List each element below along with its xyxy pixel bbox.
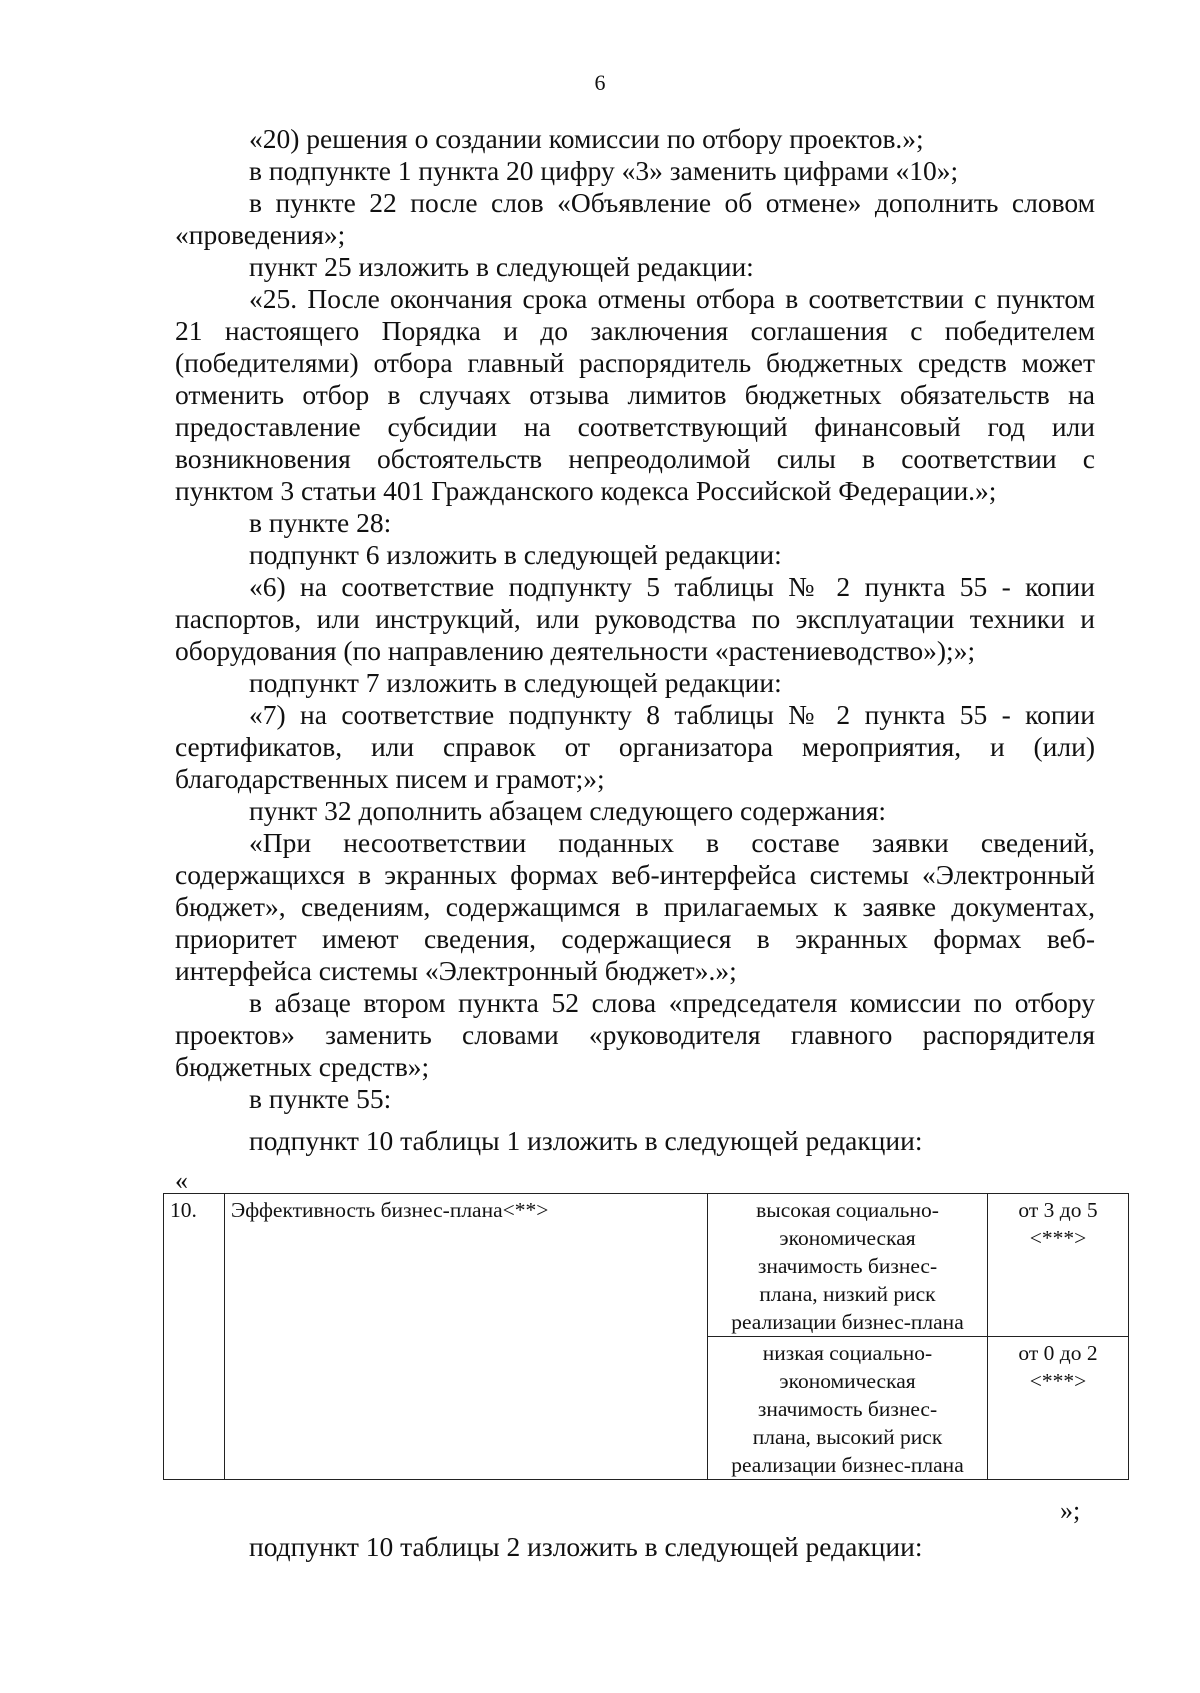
option-score-line: от 0 до 2 bbox=[1018, 1341, 1098, 1365]
text-line: содержащихся в экранных формах веб-интерфейса системы «Электронный bbox=[175, 859, 1095, 890]
text-line: «25. После окончания срока отмены отбора в соответствии с пунктом bbox=[249, 283, 1095, 314]
criterion-cell: Эффективность бизнес-плана<**> bbox=[225, 1194, 708, 1480]
text-line: оборудования (по направлению деятельности «растениеводство»);»; bbox=[175, 635, 976, 666]
option-score-line: <***> bbox=[1029, 1226, 1087, 1250]
text-line: благодарственных писем и грамот;»; bbox=[175, 763, 605, 794]
text-line: «6) на соответствие подпункту 5 таблицы № 2 пункта 55 - копии bbox=[249, 571, 1095, 602]
option-description-line: экономическая bbox=[779, 1226, 916, 1250]
option-score-cell bbox=[988, 1337, 1129, 1480]
text-line: интерфейса системы «Электронный бюджет».»; bbox=[175, 955, 737, 986]
table-close-quote: »; bbox=[1060, 1496, 1081, 1525]
text-line: пунктом 3 статьи 401 Гражданского кодекса Российской Федерации.»; bbox=[175, 475, 997, 506]
option-description-line: значимость бизнес- bbox=[757, 1397, 938, 1421]
text-line: предоставление субсидии на соответствующий финансовый год или bbox=[175, 411, 1095, 442]
text-line: подпункт 6 изложить в следующей редакции: bbox=[249, 539, 782, 570]
option-description-line: реализации бизнес-плана bbox=[731, 1453, 964, 1477]
text-line: подпункт 10 таблицы 1 изложить в следующей редакции: bbox=[249, 1125, 923, 1156]
table-open-quote: « bbox=[175, 1166, 188, 1195]
option-score-line: <***> bbox=[1029, 1369, 1087, 1393]
text-line: в пункте 55: bbox=[249, 1083, 392, 1114]
text-line: «При несоответствии поданных в составе заявки сведений, bbox=[249, 827, 1095, 858]
text-line: «7) на соответствие подпункту 8 таблицы № 2 пункта 55 - копии bbox=[249, 699, 1095, 730]
text-line: (победителями) отбора главный распорядитель бюджетных средств может bbox=[175, 347, 1095, 378]
text-line: приоритет имеют сведения, содержащиеся в экранных формах веб- bbox=[175, 923, 1095, 954]
text-line: паспортов, или инструкций, или руководства по эксплуатации техники и bbox=[175, 603, 1095, 634]
text-line: пункт 25 изложить в следующей редакции: bbox=[249, 251, 754, 282]
criteria-table bbox=[163, 1193, 1129, 1480]
text-line: 21 настоящего Порядка и до заключения соглашения с победителем bbox=[175, 315, 1095, 346]
option-description-line: плана, низкий риск bbox=[759, 1282, 936, 1306]
option-score-cell bbox=[988, 1194, 1129, 1337]
text-line: «20) решения о создании комиссии по отбору проектов.»; bbox=[249, 123, 924, 154]
page-number: 6 bbox=[594, 70, 606, 95]
option-description-line: реализации бизнес-плана bbox=[731, 1310, 964, 1334]
option-description-line: высокая социально- bbox=[756, 1198, 939, 1222]
text-line: в пункте 22 после слов «Объявление об отмене» дополнить словом bbox=[249, 187, 1095, 218]
text-line: пункт 32 дополнить абзацем следующего содержания: bbox=[249, 795, 887, 826]
text-line: отменить отбор в случаях отзыва лимитов бюджетных обязательств на bbox=[175, 379, 1095, 410]
option-description-line: низкая социально- bbox=[762, 1341, 933, 1365]
text-line: «проведения»; bbox=[175, 219, 346, 250]
row-number-cell: 10. bbox=[164, 1194, 225, 1480]
text-line: бюджетных средств»; bbox=[175, 1051, 430, 1082]
option-description-cell bbox=[708, 1337, 988, 1480]
text-line: в подпункте 1 пункта 20 цифру «3» заменить цифрами «10»; bbox=[249, 155, 959, 186]
text-line: возникновения обстоятельств непреодолимой силы в соответствии с bbox=[175, 443, 1095, 474]
text-line: подпункт 7 изложить в следующей редакции: bbox=[249, 667, 782, 698]
table-row bbox=[164, 1194, 1129, 1337]
option-description-line: плана, высокий риск bbox=[752, 1425, 943, 1449]
text-line: бюджет», сведениям, содержащимся в прилагаемых к заявке документах, bbox=[175, 891, 1095, 922]
option-description-cell bbox=[708, 1194, 988, 1337]
option-description-line: экономическая bbox=[779, 1369, 916, 1393]
option-description-line: значимость бизнес- bbox=[757, 1254, 938, 1278]
option-score-line: от 3 до 5 bbox=[1018, 1198, 1098, 1222]
text-line: сертификатов, или справок от организатора мероприятия, и (или) bbox=[175, 731, 1095, 762]
text-line: проектов» заменить словами «руководителя главного распорядителя bbox=[175, 1019, 1095, 1050]
text-line: в пункте 28: bbox=[249, 507, 392, 538]
text-line: подпункт 10 таблицы 2 изложить в следующей редакции: bbox=[249, 1531, 923, 1562]
text-line: в абзаце втором пункта 52 слова «председателя комиссии по отбору bbox=[249, 987, 1095, 1018]
